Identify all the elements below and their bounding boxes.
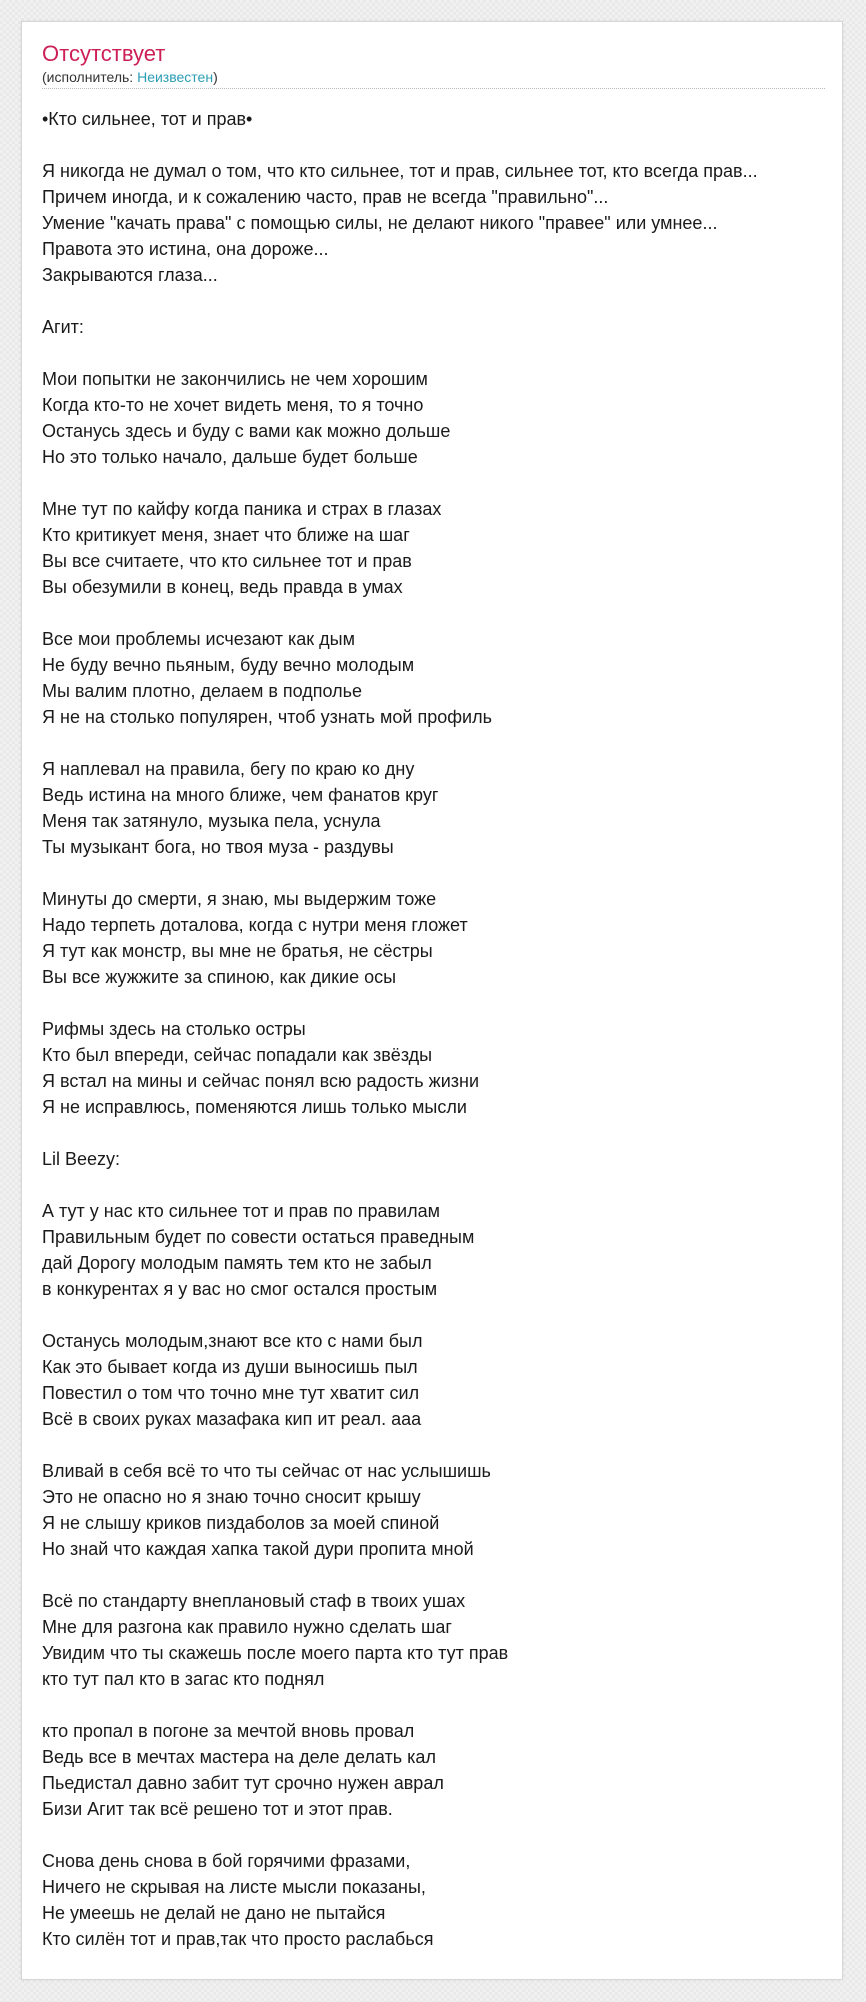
lyric-line: в конкурентах я у вас но смог остался простым bbox=[42, 1279, 438, 1299]
lyric-line: кто тут пал кто в загас кто поднял bbox=[42, 1669, 325, 1689]
stanza-gap bbox=[42, 1692, 832, 1718]
lyric-line: Увидим что ты скажешь после моего парта кто тут прав bbox=[42, 1643, 509, 1663]
lyric-line: Вы обезумили в конец, ведь правда в умах bbox=[42, 577, 403, 597]
lyric-line: Причем иногда, и к сожалению часто, прав не всегда "правильно"... bbox=[42, 187, 609, 207]
lyric-line: Не умеешь не делай не дано не пытайся bbox=[42, 1903, 386, 1923]
lyric-line: Это не опасно но я знаю точно сносит крышу bbox=[42, 1487, 421, 1507]
lyrics-text bbox=[42, 106, 832, 1952]
lyric-line: Не буду вечно пьяным, буду вечно молодым bbox=[42, 655, 415, 675]
lyric-line: Вливай в себя всё то что ты сейчас от нас услышишь bbox=[42, 1461, 491, 1481]
lyric-line: Я встал на мины и сейчас понял всю радость жизни bbox=[42, 1071, 480, 1091]
stanza-gap bbox=[42, 470, 832, 496]
lyric-line: Правота это истина, она дороже... bbox=[42, 239, 329, 259]
lyric-line: Я тут как монстр, вы мне не братья, не сёстры bbox=[42, 941, 433, 961]
artist-suffix: ) bbox=[213, 69, 218, 85]
stanza-gap bbox=[42, 1432, 832, 1458]
lyric-line: Ведь истина на много ближе, чем фанатов круг bbox=[42, 785, 439, 805]
lyric-line: Ничего не скрывая на листе мысли показаны, bbox=[42, 1877, 426, 1897]
lyric-line: Агит: bbox=[42, 317, 84, 337]
lyric-line: Вы все жужжите за спиною, как дикие осы bbox=[42, 967, 397, 987]
stanza-gap bbox=[42, 1172, 832, 1198]
lyric-line: Всё в своих руках мазафака кип ит реал. ааа bbox=[42, 1409, 422, 1429]
song-header bbox=[42, 41, 825, 89]
lyric-line: Lil Beezy: bbox=[42, 1149, 121, 1169]
stanza-gap bbox=[42, 600, 832, 626]
lyric-line: Останусь молодым,знают все кто с нами был bbox=[42, 1331, 423, 1351]
lyric-line: Всё по стандарту внеплановый стаф в твоих ушах bbox=[42, 1591, 466, 1611]
lyric-line: Кто был впереди, сейчас попадали как звёзды bbox=[42, 1045, 433, 1065]
stanza-gap bbox=[42, 1302, 832, 1328]
artist-line bbox=[42, 68, 825, 89]
lyric-line: Повестил о том что точно мне тут хватит сил bbox=[42, 1383, 420, 1403]
lyric-line: Я не слышу криков пиздаболов за моей спиной bbox=[42, 1513, 440, 1533]
lyric-line: Мне для разгона как правило нужно сделать шаг bbox=[42, 1617, 452, 1637]
lyric-line: Умение "качать права" с помощью силы, не делают никого "правее" или умнее... bbox=[42, 213, 718, 233]
lyric-line: Мои попытки не закончились не чем хорошим bbox=[42, 369, 428, 389]
lyric-line: Останусь здесь и буду с вами как можно дольше bbox=[42, 421, 451, 441]
stanza-gap bbox=[42, 860, 832, 886]
stanza-gap bbox=[42, 132, 832, 158]
artist-prefix: (исполнитель: bbox=[42, 69, 138, 85]
lyric-line: Все мои проблемы исчезают как дым bbox=[42, 629, 355, 649]
lyric-line: •Кто сильнее, тот и прав• bbox=[42, 109, 253, 129]
lyric-line: Закрываются глаза... bbox=[42, 265, 218, 285]
lyric-line: Я не на столько популярен, чтоб узнать мой профиль bbox=[42, 707, 492, 727]
lyric-line: Мы валим плотно, делаем в подполье bbox=[42, 681, 363, 701]
stanza-gap bbox=[42, 990, 832, 1016]
lyric-line: Бизи Агит так всё решено тот и этот прав. bbox=[42, 1799, 393, 1819]
lyric-line: дай Дорогу молодым память тем кто не забыл bbox=[42, 1253, 432, 1273]
lyric-line: Ведь все в мечтах мастера на деле делать кал bbox=[42, 1747, 436, 1767]
lyric-line: Я наплевал на правила, бегу по краю ко дну bbox=[42, 759, 415, 779]
lyric-line: Вы все считаете, что кто сильнее тот и прав bbox=[42, 551, 412, 571]
lyric-line: Снова день снова в бой горячими фразами, bbox=[42, 1851, 411, 1871]
lyric-line: Как это бывает когда из души выносишь пыл bbox=[42, 1357, 418, 1377]
stanza-gap bbox=[42, 1562, 832, 1588]
lyric-line: Кто силён тот и прав,так что просто раслабься bbox=[42, 1929, 434, 1949]
lyric-line: Но знай что каждая хапка такой дури пропита мной bbox=[42, 1539, 474, 1559]
lyric-line: Но это только начало, дальше будет больше bbox=[42, 447, 418, 467]
artist-link[interactable]: Неизвестен bbox=[137, 69, 214, 85]
lyric-line: Минуты до смерти, я знаю, мы выдержим тоже bbox=[42, 889, 437, 909]
lyric-line: Мне тут по кайфу когда паника и страх в глазах bbox=[42, 499, 442, 519]
lyric-line: Пьедистал давно забит тут срочно нужен аврал bbox=[42, 1773, 444, 1793]
lyric-line: Я никогда не думал о том, что кто сильнее, тот и прав, сильнее тот, кто всегда прав... bbox=[42, 161, 758, 181]
stanza-gap bbox=[42, 1120, 832, 1146]
lyric-line: А тут у нас кто сильнее тот и прав по правилам bbox=[42, 1201, 441, 1221]
lyric-line: Ты музыкант бога, но твоя муза - раздувы bbox=[42, 837, 394, 857]
stanza-gap bbox=[42, 730, 832, 756]
lyric-line: Когда кто-то не хочет видеть меня, то я точно bbox=[42, 395, 424, 415]
song-title: Отсутствует bbox=[42, 41, 166, 66]
lyric-line: Кто критикует меня, знает что ближе на шаг bbox=[42, 525, 410, 545]
lyric-line: Меня так затянуло, музыка пела, уснула bbox=[42, 811, 381, 831]
lyric-line: Надо терпеть доталова, когда с нутри меня гложет bbox=[42, 915, 468, 935]
lyric-line: кто пропал в погоне за мечтой вновь провал bbox=[42, 1721, 415, 1741]
stanza-gap bbox=[42, 288, 832, 314]
stanza-gap bbox=[42, 1822, 832, 1848]
lyric-line: Рифмы здесь на столько остры bbox=[42, 1019, 306, 1039]
stanza-gap bbox=[42, 340, 832, 366]
lyric-line: Правильным будет по совести остаться праведным bbox=[42, 1227, 475, 1247]
lyrics-card bbox=[21, 21, 843, 1980]
lyric-line: Я не исправлюсь, поменяются лишь только мысли bbox=[42, 1097, 467, 1117]
